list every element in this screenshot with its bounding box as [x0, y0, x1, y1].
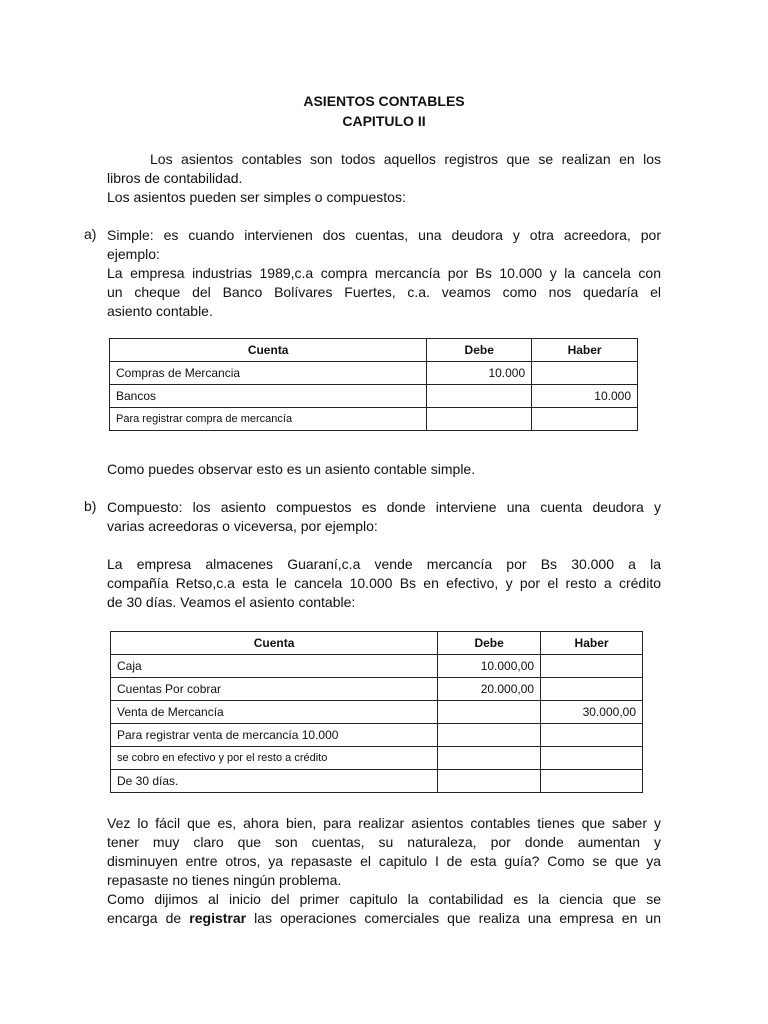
intro-line: Los asientos pueden ser simples o compuestos: [107, 189, 406, 205]
section-b-paragraph [107, 498, 661, 536]
table-row [111, 747, 643, 770]
closing-line: Vez lo fácil que es, ahora bien, para realizar asientos contables tienes que saber y [107, 815, 661, 831]
table-row [111, 724, 643, 747]
section-b-line: varias acreedoras o viceversa, por ejemplo: [107, 518, 378, 534]
table-row [110, 408, 638, 431]
column-header-cuenta: Cuenta [110, 339, 427, 362]
cell-debe: 10.000,00 [438, 655, 541, 678]
cell-cuenta: Para registrar compra de mercancía [110, 408, 427, 431]
chapter-title: CAPITULO II [342, 113, 426, 129]
intro-line: libros de contabilidad. [107, 170, 243, 186]
table-row [111, 770, 643, 793]
section-a-line: La empresa industrias 1989,c.a compra mercancía por Bs 10.000 y la cancela con [107, 265, 661, 281]
cell-debe [438, 747, 541, 770]
closing-line: repasaste no tienes ningún problema. [107, 872, 342, 888]
cell-haber [541, 724, 643, 747]
cell-debe: 10.000 [427, 362, 532, 385]
cell-cuenta: Para registrar venta de mercancía 10.000 [111, 724, 438, 747]
cell-cuenta: Bancos [110, 385, 427, 408]
emphasis-registrar: registrar [189, 910, 247, 926]
simple-entry-note [107, 460, 661, 479]
column-header-debe: Debe [427, 339, 532, 362]
compound-entry-table [110, 631, 643, 793]
example-line: de 30 días. Veamos el asiento contable: [107, 594, 356, 610]
example-line: compañía Retso,c.a esta le cancela 10.000 Bs en efectivo, y por el resto a crédito [107, 575, 661, 591]
cell-debe [438, 701, 541, 724]
table-row [111, 701, 643, 724]
document-title: ASIENTOS CONTABLES [303, 93, 465, 109]
section-a-line: Simple: es cuando intervienen dos cuentas, una deudora y otra acreedora, por [107, 227, 661, 243]
closing-line: disminuyen entre otros, ya repasaste el capitulo I de esta guía? Como se que ya [107, 853, 661, 869]
section-b-example [107, 555, 661, 612]
section-b-marker: b) [84, 498, 97, 514]
column-header-haber: Haber [532, 339, 638, 362]
cell-debe [427, 385, 532, 408]
section-a-line: asiento contable. [107, 303, 213, 319]
cell-haber [541, 770, 643, 793]
closing-paragraph [107, 814, 661, 928]
cell-debe: 20.000,00 [438, 678, 541, 701]
cell-debe [438, 724, 541, 747]
cell-haber: 10.000 [532, 385, 638, 408]
column-header-cuenta: Cuenta [111, 632, 438, 655]
closing-line: tener muy claro que son cuentas, su naturaleza, por donde aumentan y [107, 834, 661, 850]
section-a-line: ejemplo: [107, 246, 160, 262]
note-line: Como puedes observar esto es un asiento contable simple. [107, 461, 476, 477]
table-row [111, 655, 643, 678]
intro-line: Los asientos contables son todos aquellos registros que se realizan en los [150, 151, 661, 167]
closing-text: encarga de [107, 910, 190, 926]
cell-haber [541, 655, 643, 678]
cell-debe [427, 408, 532, 431]
cell-haber [532, 362, 638, 385]
cell-debe [438, 770, 541, 793]
cell-cuenta: Caja [111, 655, 438, 678]
cell-cuenta: De 30 días. [111, 770, 438, 793]
section-a-line: un cheque del Banco Bolívares Fuertes, c.a. veamos como nos quedaría el [107, 284, 661, 300]
table-row [111, 678, 643, 701]
cell-haber: 30.000,00 [541, 701, 643, 724]
cell-cuenta: Cuentas Por cobrar [111, 678, 438, 701]
table-header-row [110, 339, 638, 362]
cell-haber [532, 408, 638, 431]
cell-haber [541, 747, 643, 770]
example-line: La empresa almacenes Guaraní,c.a vende mercancía por Bs 30.000 a la [107, 556, 661, 572]
simple-entry-table [109, 338, 638, 431]
column-header-debe: Debe [438, 632, 541, 655]
column-header-haber: Haber [541, 632, 643, 655]
cell-cuenta: Venta de Mercancía [111, 701, 438, 724]
table-header-row [111, 632, 643, 655]
cell-haber [541, 678, 643, 701]
section-a-marker: a) [84, 226, 97, 242]
section-b-line: Compuesto: los asiento compuestos es donde interviene una cuenta deudora y [107, 499, 661, 515]
section-a-paragraph [107, 226, 661, 321]
closing-last-line [107, 909, 661, 928]
table-row [110, 385, 638, 408]
table-row [110, 362, 638, 385]
cell-cuenta: Compras de Mercancia [110, 362, 427, 385]
closing-text: las operaciones comerciales que realiza una empresa en un [246, 910, 661, 926]
intro-paragraph [107, 150, 661, 207]
cell-cuenta: se cobro en efectivo y por el resto a crédito [111, 747, 438, 770]
closing-line: Como dijimos al inicio del primer capitulo la contabilidad es la ciencia que se [107, 891, 661, 907]
